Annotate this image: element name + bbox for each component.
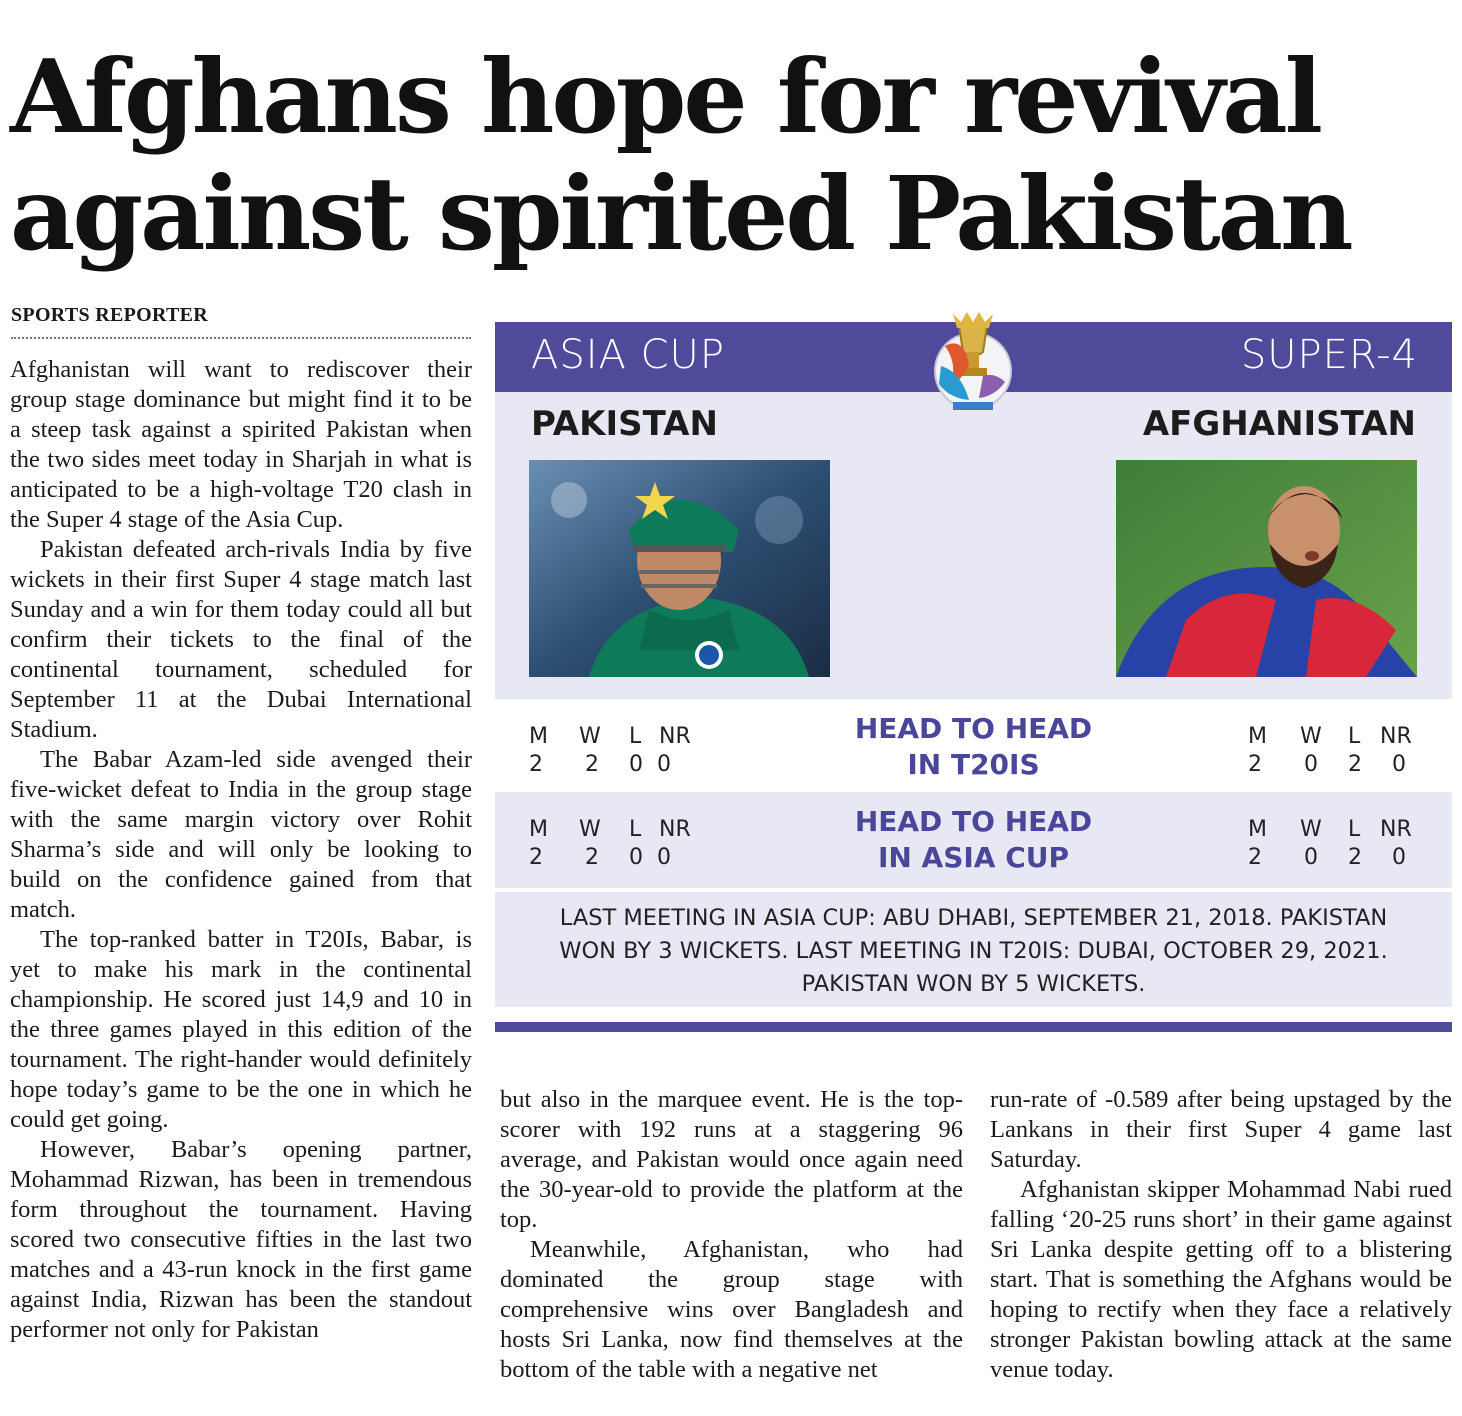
stat-header: L [629,817,642,842]
stat-header: M [1248,724,1267,749]
stat-header: L [629,724,642,749]
paragraph: Afghanistan skipper Mohammad Nabi rued falling ‘20-25 runs short’ in their game against Sri Lanka despite getting off to a blistering start. That is something the Afghans would be hoping to rectify when they face a relatively stronger Pakistan bowling attack at the same venue today. [990,1176,1452,1383]
stat-header: L [1348,817,1361,842]
stat-value: 2 [1248,752,1262,777]
h2h-t20-title [825,711,1122,783]
stat-header: NR [659,817,691,842]
h2h-t20-row [495,699,1452,795]
stat-value: 2 [585,752,599,777]
stat-value: 0 [1304,845,1318,870]
paragraph: However, Babar’s opening partner, Mohammad Rizwan, has been in tremendous form throughout the tournament. Having scored two consecutive fifties in the last two matches and a 43-run knock in the first game against India, Rizwan has been the standout performer not only for Pakistan [10,1136,472,1343]
paragraph: The top-ranked batter in T20Is, Babar, is yet to make his mark in the continental championship. He scored just 14,9 and 10 in the three games played in this edition of the tournament. The right-hander would definitely hope today’s game to be the one in which he could get going. [10,926,472,1133]
afghanistan-asia-cup-stats [1248,816,1428,872]
stat-header: W [1300,817,1322,842]
stat-value: 0 [629,845,643,870]
stat-value: 2 [1348,752,1362,777]
stat-value: 0 [1304,752,1318,777]
stat-value: 2 [585,845,599,870]
stat-value: 0 [1392,845,1406,870]
stat-value: 2 [1348,845,1362,870]
stat-value: 2 [1248,845,1262,870]
last-meeting-text: LAST MEETING IN ASIA CUP: ABU DHABI, SEPTEMBER 21, 2018. PAKISTAN WON BY 3 WICKETS. LAST MEETING IN T20IS: DUBAI, OCTOBER 29, 2021. PAKISTAN WON BY 5 WICKETS. [559,905,1388,997]
stat-value: 0 [1392,752,1406,777]
graphic-footer-band [495,1022,1452,1032]
stat-header: L [1348,724,1361,749]
headline [10,38,1450,272]
pakistan-asia-cup-stats [529,816,709,872]
stat-value: 0 [657,752,671,777]
tournament-label: ASIA CUP [531,332,725,378]
stat-header: NR [1380,724,1412,749]
stat-header: NR [659,724,691,749]
h2h-title-line: IN T20IS [907,748,1040,781]
paragraph: Meanwhile, Afghanistan, who had dominated the group stage with comprehensive wins over Bangladesh and hosts Sri Lanka, now find themselves at the bottom of the table with a negative net [500,1236,963,1383]
head-to-head-graphic [495,322,1452,1034]
pakistan-t20-stats [529,723,709,779]
byline: SPORTS REPORTER [11,304,471,339]
headline-line-2: against spirited Pakistan [10,154,1351,273]
paragraph: The Babar Azam-led side avenged their five-wicket defeat to India in the group stage with the same margin victory over Rohit Sharma’s side and will only be looking to build on the confidence gained from that match. [10,746,472,923]
paragraph: run-rate of -0.589 after being upstaged by the Lankans in their first Super 4 game last Saturday. [990,1086,1452,1173]
paragraph: but also in the marquee event. He is the top-scorer with 192 runs at a staggering 96 average, and Pakistan would once again need the 30-year-old to provide the platform at the top. [500,1086,963,1233]
stat-value: 2 [529,752,543,777]
stat-header: NR [1380,817,1412,842]
stat-header: W [579,724,601,749]
article-column-1 [10,355,472,1405]
paragraph: Pakistan defeated arch-rivals India by five wickets in their first Super 4 stage match last Sunday and a win for them today could all but confirm their tickets to the final of the continental tournament, scheduled for September 11 at the Dubai International Stadium. [10,536,472,743]
last-meeting-note [495,892,1452,1007]
stat-value: 2 [529,845,543,870]
h2h-title-line: HEAD TO HEAD [854,712,1093,745]
stat-header: M [1248,817,1267,842]
h2h-asia-cup-row [495,792,1452,888]
afghanistan-player-photo [1116,460,1417,677]
stat-value: 0 [629,752,643,777]
stat-header: M [529,817,548,842]
stat-header: M [529,724,548,749]
team-name-afghanistan: AFGHANISTAN [1142,404,1416,444]
team-name-pakistan: PAKISTAN [531,404,718,444]
stage-label: SUPER-4 [1240,332,1418,378]
stat-header: W [579,817,601,842]
headline-line-1: Afghans hope for revival [10,37,1321,156]
pakistan-player-photo [529,460,830,677]
article-column-2 [500,1085,963,1405]
h2h-asia-cup-title [825,804,1122,876]
article-column-3 [990,1085,1452,1405]
stat-value: 0 [657,845,671,870]
h2h-title-line: HEAD TO HEAD [854,805,1093,838]
stat-header: W [1300,724,1322,749]
paragraph: Afghanistan will want to rediscover their group stage dominance but might find it to be a steep task against a spirited Pakistan when the two sides meet today in Sharjah in what is anticipated to be a high-voltage T20 clash in the Super 4 stage of the Asia Cup. [10,356,472,533]
afghanistan-t20-stats [1248,723,1428,779]
h2h-title-line: IN ASIA CUP [877,841,1070,874]
asia-cup-trophy-logo [923,306,1023,416]
